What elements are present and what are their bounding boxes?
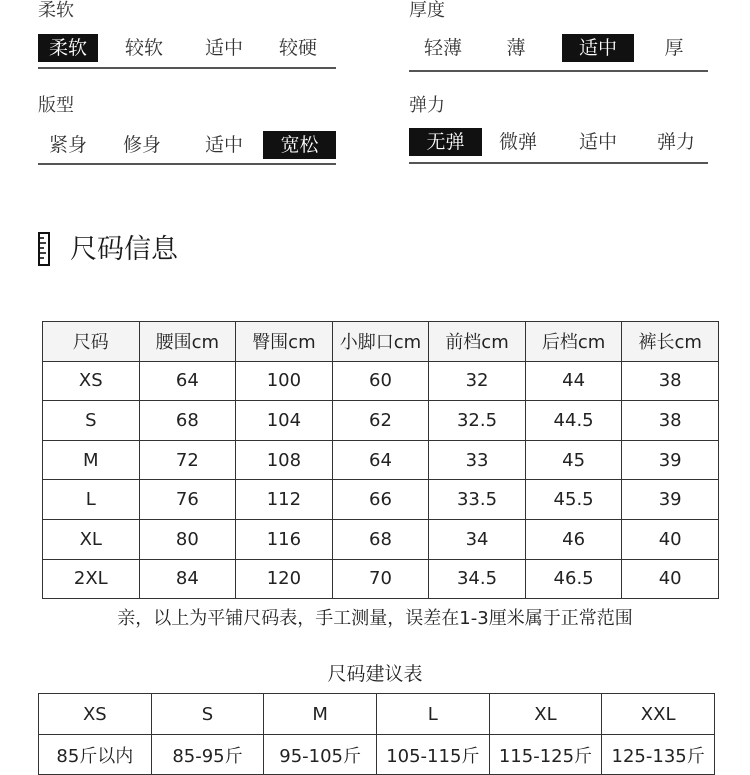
table-cell: 38	[622, 361, 719, 401]
table-cell: 108	[236, 440, 333, 480]
table-header-cell: 臀围cm	[236, 322, 333, 362]
table-cell: 44.5	[525, 401, 622, 441]
attr-option: 弹力	[656, 131, 695, 153]
table-cell: 64	[332, 440, 429, 480]
section-title: 尺码信息	[70, 234, 178, 265]
table-cell: 64	[139, 361, 236, 401]
attr-option: 柔软	[38, 34, 98, 62]
table-cell: 76	[139, 480, 236, 520]
attr-option: 厚	[664, 37, 684, 59]
divider	[38, 163, 336, 165]
table-cell: 46.5	[525, 559, 622, 599]
table-cell: 45	[525, 440, 622, 480]
table-cell: 115-125斤	[489, 735, 602, 775]
table-header-cell: 前档cm	[429, 322, 526, 362]
table-cell: M	[43, 440, 140, 480]
table-cell: 95-105斤	[264, 735, 377, 775]
table-cell: 40	[622, 559, 719, 599]
table-row	[43, 559, 719, 599]
attr-option: 薄	[506, 37, 526, 59]
table-cell: 85-95斤	[151, 735, 264, 775]
attr-option: 微弹	[498, 131, 537, 153]
table-header-row	[43, 322, 719, 362]
attr-title: 厚度	[409, 0, 445, 21]
table-row	[43, 401, 719, 441]
table-cell: 66	[332, 480, 429, 520]
table-header-cell: S	[151, 694, 264, 735]
table-cell: 85斤以内	[39, 735, 152, 775]
table-cell: 45.5	[525, 480, 622, 520]
attr-option: 轻薄	[423, 37, 462, 59]
attr-option: 修身	[122, 134, 161, 156]
divider	[409, 70, 708, 72]
attr-title: 弹力	[409, 95, 445, 116]
table-header-cell: 尺码	[43, 322, 140, 362]
table-cell: 34.5	[429, 559, 526, 599]
table-cell: 120	[236, 559, 333, 599]
table-row	[43, 440, 719, 480]
table-cell: XL	[43, 519, 140, 559]
table-row	[43, 361, 719, 401]
table-row	[39, 735, 715, 775]
table-cell: 34	[429, 519, 526, 559]
table-header-cell: 后档cm	[525, 322, 622, 362]
divider	[409, 162, 708, 164]
table-header-cell: M	[264, 694, 377, 735]
table-cell: 112	[236, 480, 333, 520]
table-cell: 39	[622, 440, 719, 480]
attr-option: 适中	[204, 134, 243, 156]
attr-option: 无弹	[409, 128, 482, 156]
ruler-icon	[38, 232, 52, 266]
table-header-cell: XS	[39, 694, 152, 735]
table-cell: 62	[332, 401, 429, 441]
table-cell: 100	[236, 361, 333, 401]
divider	[38, 67, 336, 69]
table-row	[43, 480, 719, 520]
table-cell: 40	[622, 519, 719, 559]
attr-title: 版型	[38, 95, 74, 116]
attr-title: 柔软	[38, 0, 74, 21]
size-table	[42, 321, 719, 599]
table-header-cell: 裤长cm	[622, 322, 719, 362]
table-cell: 105-115斤	[376, 735, 489, 775]
table-cell: 68	[332, 519, 429, 559]
measurement-note: 亲，以上为平铺尺码表，手工测量，误差在1-3厘米属于正常范围	[117, 608, 633, 629]
table-cell: L	[43, 480, 140, 520]
table-cell: 38	[622, 401, 719, 441]
table-cell: 32	[429, 361, 526, 401]
table-cell: 72	[139, 440, 236, 480]
table-header-cell: 腰围cm	[139, 322, 236, 362]
table-header-cell: XXL	[602, 694, 715, 735]
recommend-table	[38, 693, 715, 775]
table-cell: 46	[525, 519, 622, 559]
table-cell: 32.5	[429, 401, 526, 441]
attr-option: 较软	[124, 37, 163, 59]
attr-option: 较硬	[278, 37, 317, 59]
table-header-cell: 小脚口cm	[332, 322, 429, 362]
table-cell: 116	[236, 519, 333, 559]
attr-option: 适中	[562, 34, 634, 62]
table-cell: 68	[139, 401, 236, 441]
table-cell: 33.5	[429, 480, 526, 520]
table-cell: 80	[139, 519, 236, 559]
attr-option: 适中	[204, 37, 243, 59]
table-header-row	[39, 694, 715, 735]
table-cell: 84	[139, 559, 236, 599]
table-cell: 39	[622, 480, 719, 520]
recommend-title: 尺码建议表	[327, 663, 423, 685]
attr-option: 宽松	[263, 131, 336, 159]
table-cell: 70	[332, 559, 429, 599]
table-cell: 125-135斤	[602, 735, 715, 775]
table-cell: XS	[43, 361, 140, 401]
table-header-cell: XL	[489, 694, 602, 735]
table-cell: 104	[236, 401, 333, 441]
attr-option: 紧身	[48, 134, 87, 156]
table-row	[43, 519, 719, 559]
table-cell: 44	[525, 361, 622, 401]
table-header-cell: L	[376, 694, 489, 735]
table-cell: 2XL	[43, 559, 140, 599]
table-cell: 60	[332, 361, 429, 401]
attr-option: 适中	[578, 131, 617, 153]
table-cell: 33	[429, 440, 526, 480]
table-cell: S	[43, 401, 140, 441]
